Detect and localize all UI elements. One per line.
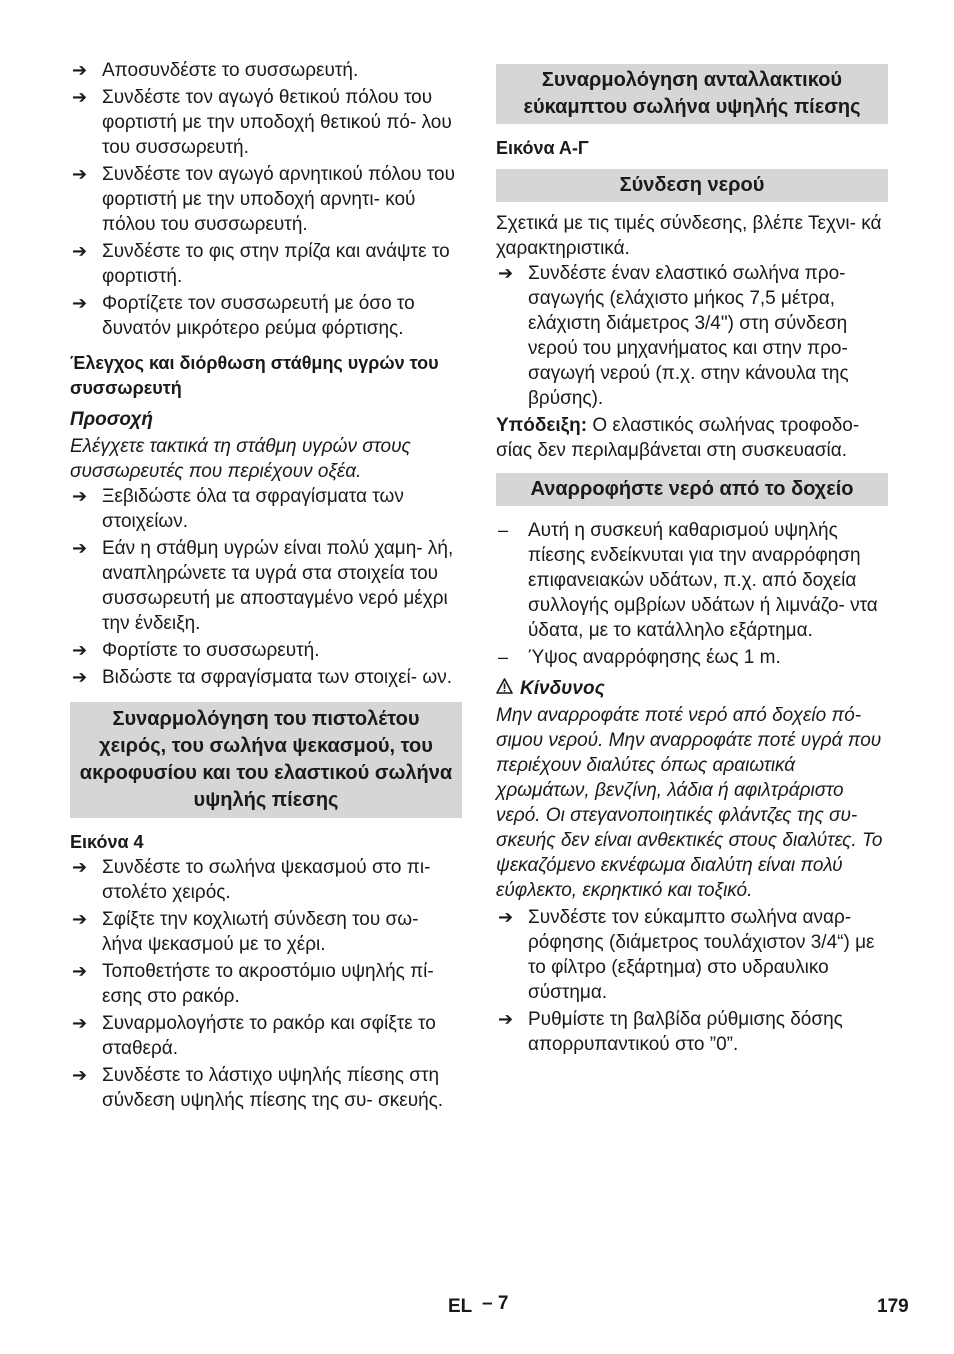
arrow-right-icon: ➔ [72, 486, 88, 506]
list-item: ➔ Σφίξτε την κοχλιωτή σύνδεση του σω- λήνα ψεκασμού με το χέρι. [72, 909, 419, 955]
note-label: Υπόδειξη: [496, 415, 588, 436]
arrow-right-icon: ➔ [498, 263, 514, 283]
arrow-right-icon: ➔ [498, 1009, 514, 1029]
arrow-right-icon: ➔ [72, 667, 88, 687]
list-item: – Ύψος αναρρόφησης έως 1 m. [498, 647, 781, 668]
arrow-right-icon: ➔ [72, 640, 88, 660]
list-item: ➔ Συνδέστε τον αγωγό θετικού πόλου του φορτιστή με την υποδοχή θετικού πό- λου του συσσωρευτή. [72, 87, 452, 158]
arrow-right-icon: ➔ [72, 164, 88, 184]
dash-bullet-icon: – [498, 647, 509, 667]
list-item: ➔ Συνδέστε έναν ελαστικό σωλήνα προ- σαγωγής (ελάχιστο μήκος 7,5 μέτρα, ελάχιστη διάμετρος 3/4") στη σύνδεση νερού του μηχανήματος και στην προ- σαγωγή νερού (π.χ. στην κάνουλα της βρύσης). [498, 263, 849, 409]
list-item: ➔ Ξεβιδώστε όλα τα σφραγίσματα των στοιχείων. [72, 486, 404, 532]
step-list-battery-charge [70, 58, 462, 341]
list-item: ➔ Αποσυνδέστε το συσσωρευτή. [72, 60, 359, 81]
arrow-right-icon: ➔ [72, 241, 88, 261]
subheading-battery-fluid: Έλεγχος και διόρθωση στάθμης υγρών του συσσωρευτή [70, 353, 439, 398]
arrow-right-icon: ➔ [72, 293, 88, 313]
arrow-right-icon: ➔ [72, 1065, 88, 1085]
arrow-right-icon: ➔ [498, 907, 514, 927]
danger-title: Κίνδυνος [520, 678, 605, 699]
section-title-suction: Αναρροφήστε νερό από το δοχείο [496, 473, 888, 506]
arrow-right-icon: ➔ [72, 961, 88, 981]
page-number: 179 [877, 1296, 909, 1317]
caution-title: Προσοχή [70, 409, 154, 430]
footer-language: EL [448, 1296, 473, 1317]
list-item: ➔ Συναρμολογήστε το ρακόρ και σφίξτε το σταθερά. [72, 1013, 436, 1059]
warning-triangle-icon [496, 676, 514, 701]
section-title-gun-assembly: Συναρμολόγηση του πιστολέτου χειρός, του σωλήνα ψεκασμού, του ακροφυσίου και του ελαστικού σωλήνα υψηλής πίεσης [70, 702, 462, 818]
arrow-right-icon: ➔ [72, 60, 88, 80]
note-paragraph [496, 413, 888, 463]
arrow-right-icon: ➔ [72, 87, 88, 107]
list-item: ➔ Ρυθμίστε τη βαλβίδα ρύθμισης δόσης απορρυπαντικού στο ”0”. [498, 1009, 843, 1055]
caution-text: Ελέγχετε τακτικά τη στάθμη υγρών στους συσσωρευτές που περιέχουν οξέα. [70, 436, 411, 482]
figure-reference: Εικόνα Α-Γ [496, 138, 589, 158]
list-item: ➔ Συνδέστε το λάστιχο υψηλής πίεσης στη σύνδεση υψηλής πίεσης της συ- σκευής. [72, 1065, 444, 1111]
list-item: ➔ Συνδέστε το σωλήνα ψεκασμού στο πι- στολέτο χειρός. [72, 857, 431, 903]
list-item: ➔ Συνδέστε τον αγωγό αρνητικού πόλου του φορτιστή με την υποδοχή αρνητι- κού πόλου του συσσωρευτή. [72, 164, 455, 235]
list-item: ➔ Τοποθετήστε το ακροστόμιο υψηλής πί- εσης στο ρακόρ. [72, 961, 434, 1007]
arrow-right-icon: ➔ [72, 1013, 88, 1033]
arrow-right-icon: ➔ [72, 909, 88, 929]
dash-list-suction-info [496, 518, 888, 670]
list-item: ➔ Συνδέστε το φις στην πρίζα και ανάψτε το φορτιστή. [72, 241, 450, 287]
section-title-hose-replacement: Συναρμολόγηση ανταλλακτικού εύκαμπτου σωλήνα υψηλής πίεσης [496, 64, 888, 124]
list-item: ➔ Βιδώστε τα σφραγίσματα των στοιχεί- ων. [72, 667, 452, 688]
danger-heading [496, 676, 888, 701]
step-list-battery-fluid [70, 484, 462, 690]
step-list-gun-assembly [70, 855, 462, 1113]
step-list-water-connection [496, 261, 888, 411]
step-list-suction [496, 905, 888, 1057]
note-text: Ο ελαστικός σωλήνας τροφοδο- σίας δεν περιλαμβάνεται στη συσκευασία. [496, 415, 860, 461]
left-column [70, 58, 462, 1115]
arrow-right-icon: ➔ [72, 857, 88, 877]
list-item: ➔ Φορτίζετε τον συσσωρευτή με όσο το δυνατόν μικρότερο ρεύμα φόρτισης. [72, 293, 415, 339]
section-title-water-connection: Σύνδεση νερού [496, 169, 888, 202]
right-column [496, 64, 888, 1059]
dash-bullet-icon: – [498, 520, 509, 540]
water-intro-text: Σχετικά με τις τιμές σύνδεσης, βλέπε Τεχνι- κά χαρακτηριστικά. [496, 213, 882, 259]
arrow-right-icon: ➔ [72, 538, 88, 558]
list-item: – Αυτή η συσκευή καθαρισμού υψηλής πίεσης ενδείκνυται για την αναρρόφηση επιφανειακών υδάτων, π.χ. από δοχεία συλλογής ομβρίων υδάτων ή λιμνάζο- ντα ύδατα, με το κατάλληλο εξάρτημα. [498, 520, 878, 641]
danger-text: Μην αναρροφάτε ποτέ νερό από δοχείο πό- σιμου νερού. Μην αναρροφάτε ποτέ υγρά που περιέχουν διαλύτες όπως αραιωτικά χρωμάτων, βενζίνη, λάδια ή αφιλτράριστο νερό. Οι στεγανοποιητικές φλάντζες της συ- σκευής δεν είναι ανθεκτικές στους διαλύτες. Το ψεκαζόμενο εκνέφωμα διαλύτη είναι πολύ εύφλεκτο, εκρηκτικό και τοξικό. [496, 705, 883, 901]
footer-section-page: – 7 [482, 1293, 509, 1314]
list-item: ➔ Φορτίστε το συσσωρευτή. [72, 640, 320, 661]
list-item: ➔ Συνδέστε τον εύκαμπτο σωλήνα αναρ- ρόφησης (διάμετρος τουλάχιστον 3/4“) με το φίλτρο (εξάρτημα) στο υδραυλικο σύστημα. [498, 907, 875, 1003]
list-item: ➔ Εάν η στάθμη υγρών είναι πολύ χαμη- λή, αναπληρώνετε τα υγρά στα στοιχεία του συσσωρευτή με αποσταγμένο νερό μέχρι την ένδειξη. [72, 538, 454, 634]
figure-reference: Εικόνα 4 [70, 832, 144, 852]
